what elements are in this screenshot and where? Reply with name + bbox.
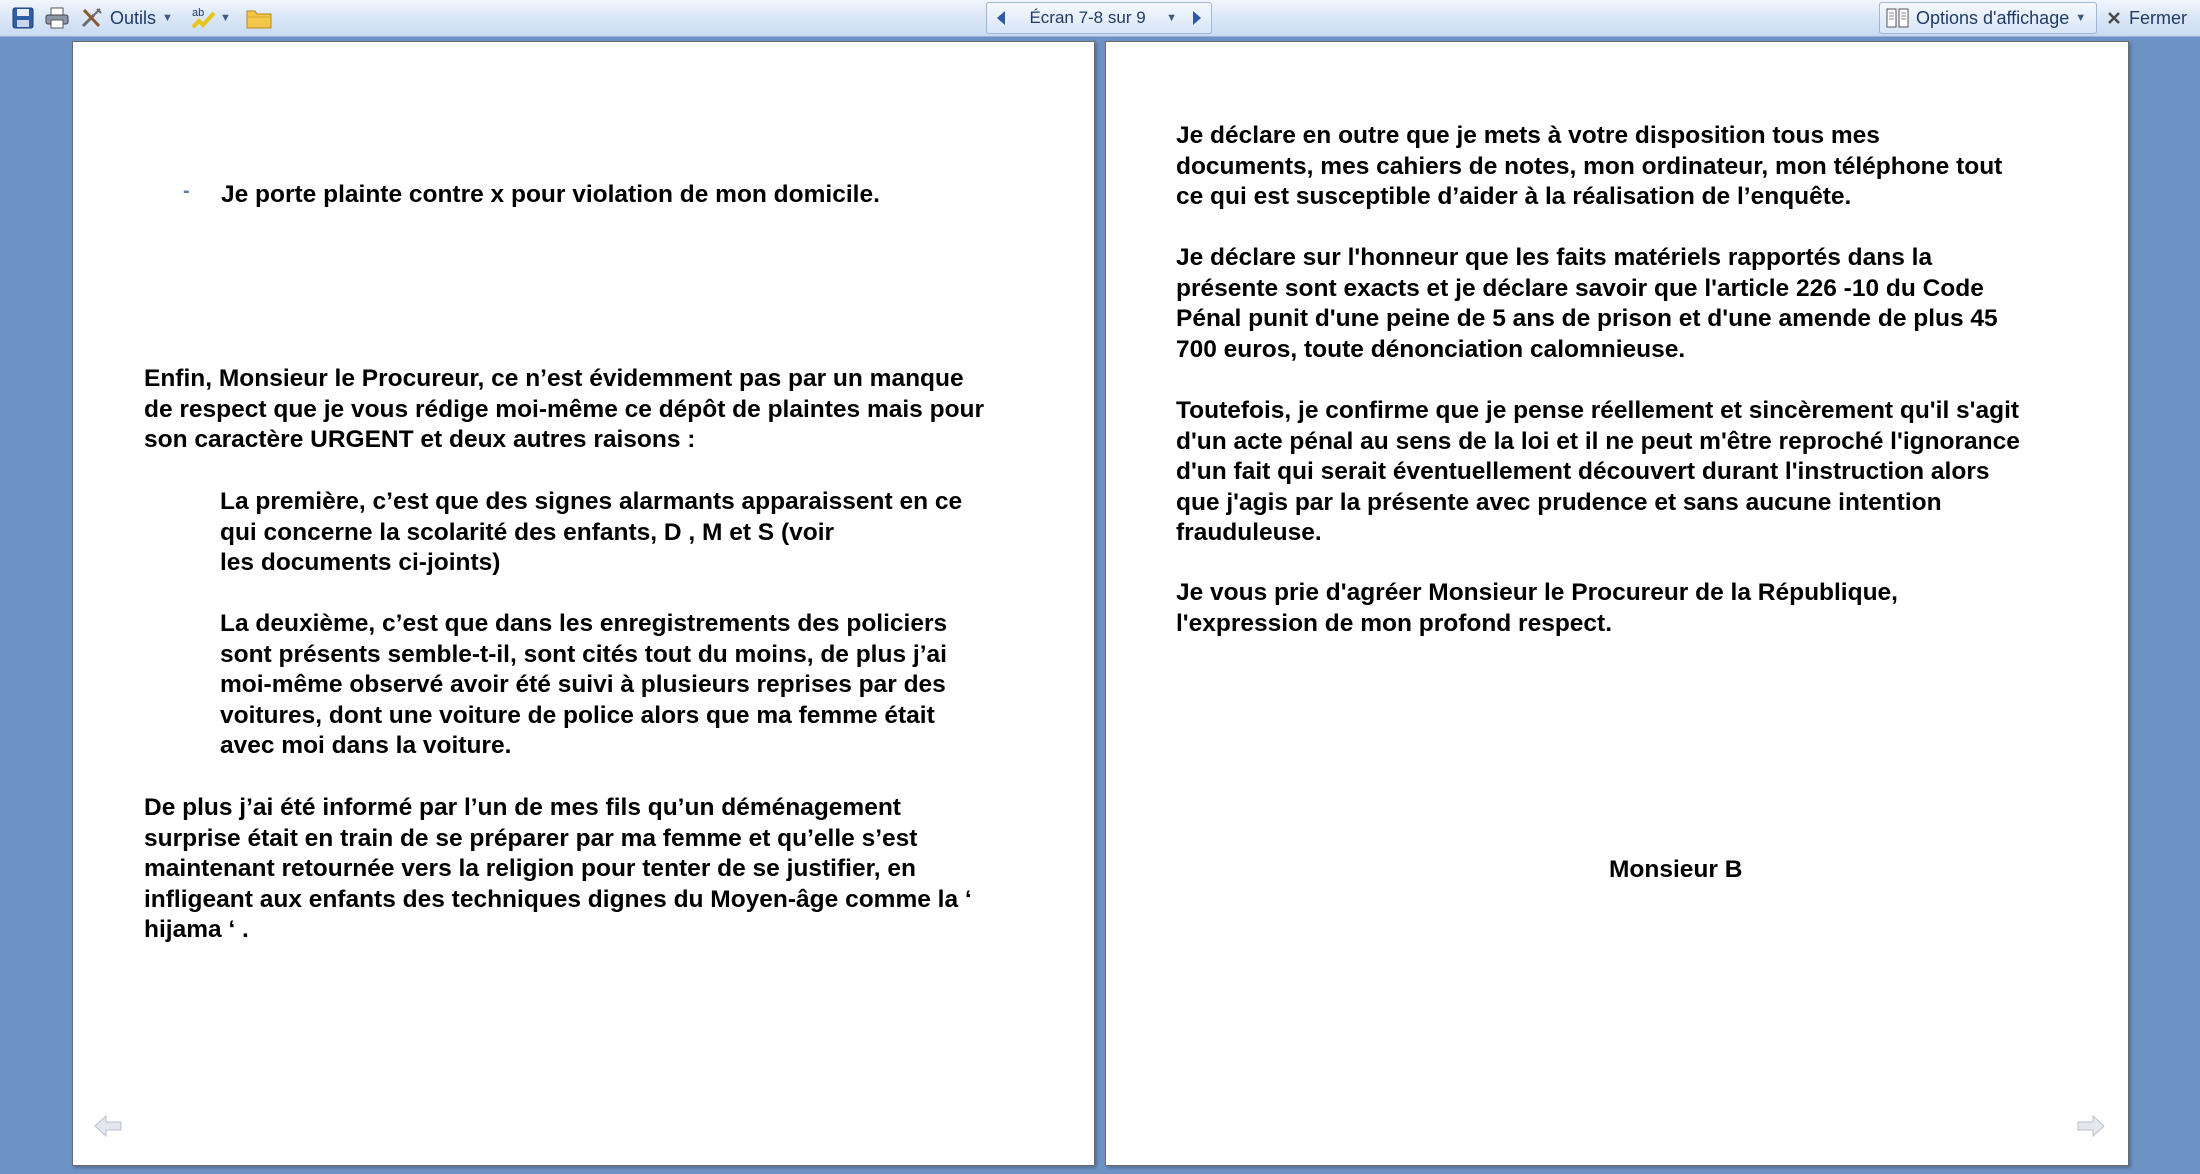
paragraph-confirmation: Toutefois, je confirme que je pense réellement et sincèrement qu'il s'agit d'un acte pénal au sens de la loi et il ne peut m'être reproché l'ignorance d'un fait qui serait éventuellement découvert durant l'instruction alors que j'agis par la présente avec prudence et sans aucune intention frauduleuse. (1176, 397, 2020, 547)
spelling-icon (190, 5, 218, 31)
page-forward-arrow-icon[interactable] (2076, 1114, 2106, 1138)
previous-screen-button[interactable] (987, 3, 1015, 33)
bullet-complaint-text: Je porte plainte contre x pour violation de mon domicile. (221, 181, 880, 208)
chevron-down-icon: ▼ (2075, 12, 2087, 24)
spelling-button[interactable] (190, 3, 238, 33)
view-options-icon (1886, 6, 1910, 30)
paragraph-second-reason: La deuxième, c’est que dans les enregistrements des policiers sont présents semble-t-il, sont cités tout du moins, de plus j’ai moi-même observé avoir été suivi à plusieurs reprises par des voitures, dont une voiture de police alors que ma femme était avec moi dans la voiture. (220, 610, 948, 760)
paragraph-honour-declaration: Je déclare sur l'honneur que les faits matériels rapportés dans la présente sont exacts et je déclare savoir que l'article 226 -10 du Code Pénal punit d'une peine de 5 ans de prison et d'une amende de plus 45 700 euros, toute dénonciation calomnieuse. (1176, 244, 1998, 363)
chevron-down-icon: ▼ (220, 12, 231, 24)
paragraph-moving-surprise: De plus j’ai été informé par l’un de mes fils qu’un déménagement surprise était en train de se préparer par ma femme et qu’elle s’est maintenant retournée vers la religion pour tenter de se justifier, en infligeant aux enfants des techniques dignes du Moyen-âge comme la ‘ hijama ‘ . (144, 794, 972, 944)
save-button[interactable] (8, 3, 38, 33)
print-button[interactable] (42, 3, 72, 33)
close-button[interactable] (2107, 3, 2187, 33)
folder-button[interactable] (244, 3, 274, 33)
screen-navigation (986, 2, 1212, 34)
document-page-left (72, 41, 1095, 1166)
print-icon (45, 7, 69, 29)
arrow-right-icon (1191, 10, 1203, 26)
chevron-down-icon: ▼ (162, 12, 173, 24)
paragraph-first-reason: La première, c’est que des signes alarmants apparaissent en ce qui concerne la scolarité des enfants, D , M et S (voir les documents ci-joints) (220, 488, 963, 577)
view-options-label: Options d'affichage (1916, 7, 2070, 28)
arrow-left-icon (995, 10, 1007, 26)
page-back-arrow-icon[interactable] (93, 1114, 123, 1138)
signature-name: Monsieur B (1609, 856, 1743, 883)
paragraph-closing-formula: Je vous prie d'agréer Monsieur le Procureur de la République, l'expression de mon profond respect. (1176, 579, 1898, 637)
paragraph-disposition: Je déclare en outre que je mets à votre disposition tous mes documents, mes cahiers de notes, mon ordinateur, mon téléphone tout ce qui est susceptible d’aider à la réalisation de l’enquête. (1176, 122, 2003, 211)
chevron-down-icon[interactable]: ▼ (1166, 12, 1177, 24)
svg-text:ab: ab (192, 7, 205, 19)
screen-counter[interactable]: Écran 7-8 sur 9 (1029, 8, 1146, 27)
next-screen-button[interactable] (1183, 3, 1211, 33)
tools-menu[interactable] (80, 3, 182, 33)
bullet-marker: - (183, 180, 190, 202)
close-label: Fermer (2129, 7, 2187, 28)
save-icon (12, 7, 34, 29)
view-options-button[interactable] (1879, 2, 2097, 34)
folder-icon (246, 7, 272, 29)
paragraph-reasons-intro: Enfin, Monsieur le Procureur, ce n’est évidemment pas par un manque de respect que je vous rédige moi-même ce dépôt de plaintes mais pour son caractère URGENT et deux autres raisons : (144, 365, 985, 454)
toolbar (0, 0, 2200, 37)
document-page-right (1105, 41, 2129, 1166)
close-icon (2107, 11, 2121, 25)
tools-icon (80, 7, 104, 29)
tools-label: Outils (110, 7, 157, 28)
